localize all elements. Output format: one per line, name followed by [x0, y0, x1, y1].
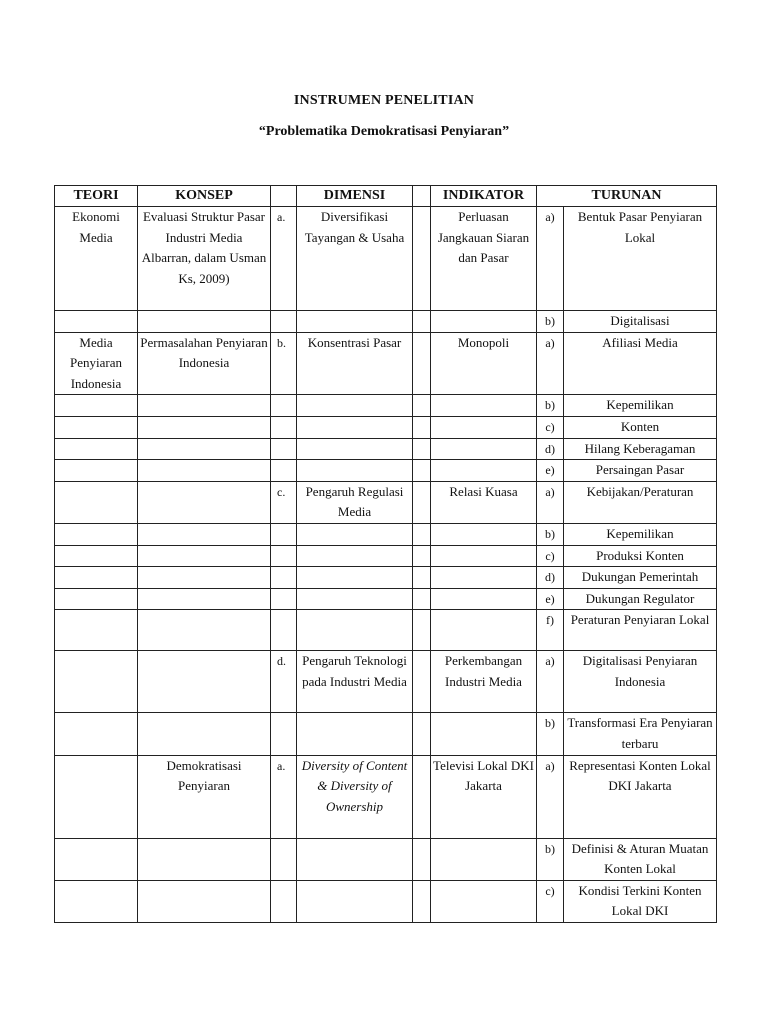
table-row — [55, 395, 717, 417]
cell-dimensi: Diversifikasi Tayangan & Usaha — [297, 207, 413, 311]
cell-indikator — [431, 567, 537, 589]
cell-dimensi — [297, 567, 413, 589]
cell-teori — [55, 567, 138, 589]
cell-konsep: Permasalahan Penyiaran Indonesia — [138, 332, 271, 395]
table-row — [55, 207, 717, 311]
cell-turunan: Definisi & Aturan Muatan Konten Lokal — [564, 838, 717, 880]
header-indikator-mark — [413, 186, 431, 207]
cell-indikator — [431, 545, 537, 567]
cell-dimensi-mark — [271, 311, 297, 333]
cell-dimensi-mark: d. — [271, 651, 297, 713]
konsep-reference: Albarran, dalam Usman Ks, 2009) — [141, 250, 267, 286]
cell-indikator-mark — [413, 460, 431, 482]
cell-dimensi-mark — [271, 416, 297, 438]
cell-dimensi — [297, 311, 413, 333]
cell-konsep — [138, 523, 271, 545]
cell-turunan-mark: b) — [537, 838, 564, 880]
cell-konsep — [138, 713, 271, 755]
cell-konsep — [138, 416, 271, 438]
cell-turunan-mark: a) — [537, 332, 564, 395]
cell-indikator-mark — [413, 880, 431, 922]
cell-turunan: Konten — [564, 416, 717, 438]
cell-teori — [55, 755, 138, 838]
cell-turunan-mark: a) — [537, 651, 564, 713]
cell-turunan: Transformasi Era Penyiaran terbaru — [564, 713, 717, 755]
cell-turunan: Kepemilikan — [564, 395, 717, 417]
table-row — [55, 567, 717, 589]
cell-konsep — [138, 567, 271, 589]
table-row — [55, 880, 717, 922]
cell-dimensi — [297, 460, 413, 482]
cell-dimensi — [297, 588, 413, 610]
cell-indikator: Perkembangan Industri Media — [431, 651, 537, 713]
cell-indikator — [431, 438, 537, 460]
cell-indikator-mark — [413, 481, 431, 523]
cell-turunan-mark: c) — [537, 880, 564, 922]
cell-teori — [55, 610, 138, 651]
header-konsep: KONSEP — [138, 186, 271, 207]
cell-turunan-mark: a) — [537, 481, 564, 523]
cell-dimensi: Diversity of Content & Diversity of Ownership — [297, 755, 413, 838]
cell-indikator-mark — [413, 416, 431, 438]
cell-indikator-mark — [413, 332, 431, 395]
cell-konsep — [138, 460, 271, 482]
cell-dimensi — [297, 523, 413, 545]
cell-konsep: Demokratisasi Penyiaran — [138, 755, 271, 838]
cell-dimensi: Konsentrasi Pasar — [297, 332, 413, 395]
cell-indikator-mark — [413, 438, 431, 460]
table-row — [55, 523, 717, 545]
cell-indikator-mark — [413, 588, 431, 610]
cell-dimensi-mark: a. — [271, 207, 297, 311]
cell-turunan-mark: c) — [537, 545, 564, 567]
cell-turunan-mark: a) — [537, 755, 564, 838]
table-row — [55, 460, 717, 482]
cell-indikator — [431, 838, 537, 880]
cell-indikator-mark — [413, 311, 431, 333]
table-row — [55, 610, 717, 651]
cell-turunan-mark: b) — [537, 395, 564, 417]
cell-turunan: Kondisi Terkini Konten Lokal DKI — [564, 880, 717, 922]
cell-dimensi-mark — [271, 880, 297, 922]
cell-dimensi-mark — [271, 523, 297, 545]
cell-indikator-mark — [413, 610, 431, 651]
cell-turunan: Dukungan Pemerintah — [564, 567, 717, 589]
header-dimensi-mark — [271, 186, 297, 207]
cell-indikator: Televisi Lokal DKI Jakarta — [431, 755, 537, 838]
cell-konsep — [138, 311, 271, 333]
cell-dimensi-mark — [271, 838, 297, 880]
cell-dimensi — [297, 713, 413, 755]
cell-dimensi — [297, 545, 413, 567]
cell-indikator — [431, 311, 537, 333]
table-row — [55, 545, 717, 567]
cell-dimensi — [297, 438, 413, 460]
cell-dimensi-mark — [271, 588, 297, 610]
cell-turunan: Persaingan Pasar — [564, 460, 717, 482]
cell-dimensi-mark — [271, 610, 297, 651]
cell-teori — [55, 438, 138, 460]
table-row — [55, 438, 717, 460]
table-row — [55, 481, 717, 523]
cell-indikator — [431, 713, 537, 755]
cell-konsep — [138, 588, 271, 610]
cell-konsep — [138, 438, 271, 460]
cell-teori — [55, 588, 138, 610]
page-title: INSTRUMEN PENELITIAN — [293, 93, 475, 108]
cell-indikator-mark — [413, 523, 431, 545]
cell-turunan: Produksi Konten — [564, 545, 717, 567]
cell-teori — [55, 651, 138, 713]
cell-turunan-mark: d) — [537, 567, 564, 589]
cell-teori — [55, 523, 138, 545]
cell-turunan: Afiliasi Media — [564, 332, 717, 395]
cell-teori — [55, 481, 138, 523]
konsep-text: Evaluasi Struktur Pasar Industri Media — [142, 209, 266, 245]
cell-indikator-mark — [413, 395, 431, 417]
cell-indikator — [431, 395, 537, 417]
cell-konsep — [138, 880, 271, 922]
table-row — [55, 838, 717, 880]
table-header-row — [55, 186, 717, 207]
header-turunan: TURUNAN — [537, 186, 717, 207]
cell-dimensi — [297, 610, 413, 651]
cell-turunan: Representasi Konten Lokal DKI Jakarta — [564, 755, 717, 838]
cell-dimensi — [297, 395, 413, 417]
cell-dimensi-mark — [271, 438, 297, 460]
cell-dimensi: Pengaruh Teknologi pada Industri Media — [297, 651, 413, 713]
research-instrument-table — [54, 185, 717, 923]
cell-teori — [55, 838, 138, 880]
cell-indikator: Relasi Kuasa — [431, 481, 537, 523]
cell-turunan-mark: b) — [537, 523, 564, 545]
table-row — [55, 651, 717, 713]
cell-turunan: Peraturan Penyiaran Lokal — [564, 610, 717, 651]
cell-indikator — [431, 588, 537, 610]
cell-turunan-mark: c) — [537, 416, 564, 438]
cell-turunan: Bentuk Pasar Penyiaran Lokal — [564, 207, 717, 311]
table-row — [55, 755, 717, 838]
cell-konsep — [138, 395, 271, 417]
cell-dimensi-mark: a. — [271, 755, 297, 838]
cell-indikator-mark — [413, 713, 431, 755]
cell-dimensi — [297, 416, 413, 438]
cell-konsep — [138, 651, 271, 713]
cell-dimensi-mark — [271, 567, 297, 589]
cell-turunan: Digitalisasi — [564, 311, 717, 333]
cell-indikator-mark — [413, 651, 431, 713]
cell-indikator — [431, 460, 537, 482]
page-subtitle: “Problematika Demokratisasi Penyiaran” — [258, 124, 510, 139]
cell-teori — [55, 416, 138, 438]
cell-teori — [55, 460, 138, 482]
cell-turunan-mark: e) — [537, 588, 564, 610]
cell-turunan-mark: d) — [537, 438, 564, 460]
cell-dimensi-mark: b. — [271, 332, 297, 395]
header-dimensi: DIMENSI — [297, 186, 413, 207]
cell-indikator-mark — [413, 207, 431, 311]
cell-indikator-mark — [413, 838, 431, 880]
cell-dimensi-mark — [271, 460, 297, 482]
cell-indikator — [431, 523, 537, 545]
cell-teori — [55, 545, 138, 567]
cell-konsep — [138, 207, 271, 311]
cell-teori — [55, 311, 138, 333]
cell-turunan-mark: a) — [537, 207, 564, 311]
cell-teori — [55, 880, 138, 922]
table-row — [55, 332, 717, 395]
cell-turunan-mark: b) — [537, 713, 564, 755]
cell-indikator-mark — [413, 545, 431, 567]
cell-turunan: Hilang Keberagaman — [564, 438, 717, 460]
cell-teori: Media Penyiaran Indonesia — [55, 332, 138, 395]
cell-turunan: Digitalisasi Penyiaran Indonesia — [564, 651, 717, 713]
cell-indikator — [431, 610, 537, 651]
cell-teori — [55, 713, 138, 755]
cell-indikator — [431, 416, 537, 438]
cell-indikator-mark — [413, 567, 431, 589]
table-row — [55, 416, 717, 438]
header-indikator: INDIKATOR — [431, 186, 537, 207]
cell-indikator — [431, 880, 537, 922]
cell-indikator-mark — [413, 755, 431, 838]
table-row — [55, 588, 717, 610]
cell-turunan-mark: f) — [537, 610, 564, 651]
cell-dimensi-mark: c. — [271, 481, 297, 523]
header-teori: TEORI — [55, 186, 138, 207]
cell-konsep — [138, 610, 271, 651]
cell-teori — [55, 395, 138, 417]
cell-dimensi — [297, 838, 413, 880]
cell-dimensi: Pengaruh Regulasi Media — [297, 481, 413, 523]
cell-turunan: Kebijakan/Peraturan — [564, 481, 717, 523]
cell-indikator: Perluasan Jangkauan Siaran dan Pasar — [431, 207, 537, 311]
table-row — [55, 713, 717, 755]
cell-konsep — [138, 481, 271, 523]
cell-teori: Ekonomi Media — [55, 207, 138, 311]
cell-dimensi-mark — [271, 395, 297, 417]
cell-turunan: Dukungan Regulator — [564, 588, 717, 610]
cell-dimensi-mark — [271, 545, 297, 567]
cell-turunan: Kepemilikan — [564, 523, 717, 545]
cell-dimensi-mark — [271, 713, 297, 755]
cell-indikator: Monopoli — [431, 332, 537, 395]
cell-konsep — [138, 838, 271, 880]
cell-dimensi — [297, 880, 413, 922]
table-row — [55, 311, 717, 333]
cell-turunan-mark: e) — [537, 460, 564, 482]
cell-turunan-mark: b) — [537, 311, 564, 333]
cell-konsep — [138, 545, 271, 567]
table-body — [55, 207, 717, 923]
